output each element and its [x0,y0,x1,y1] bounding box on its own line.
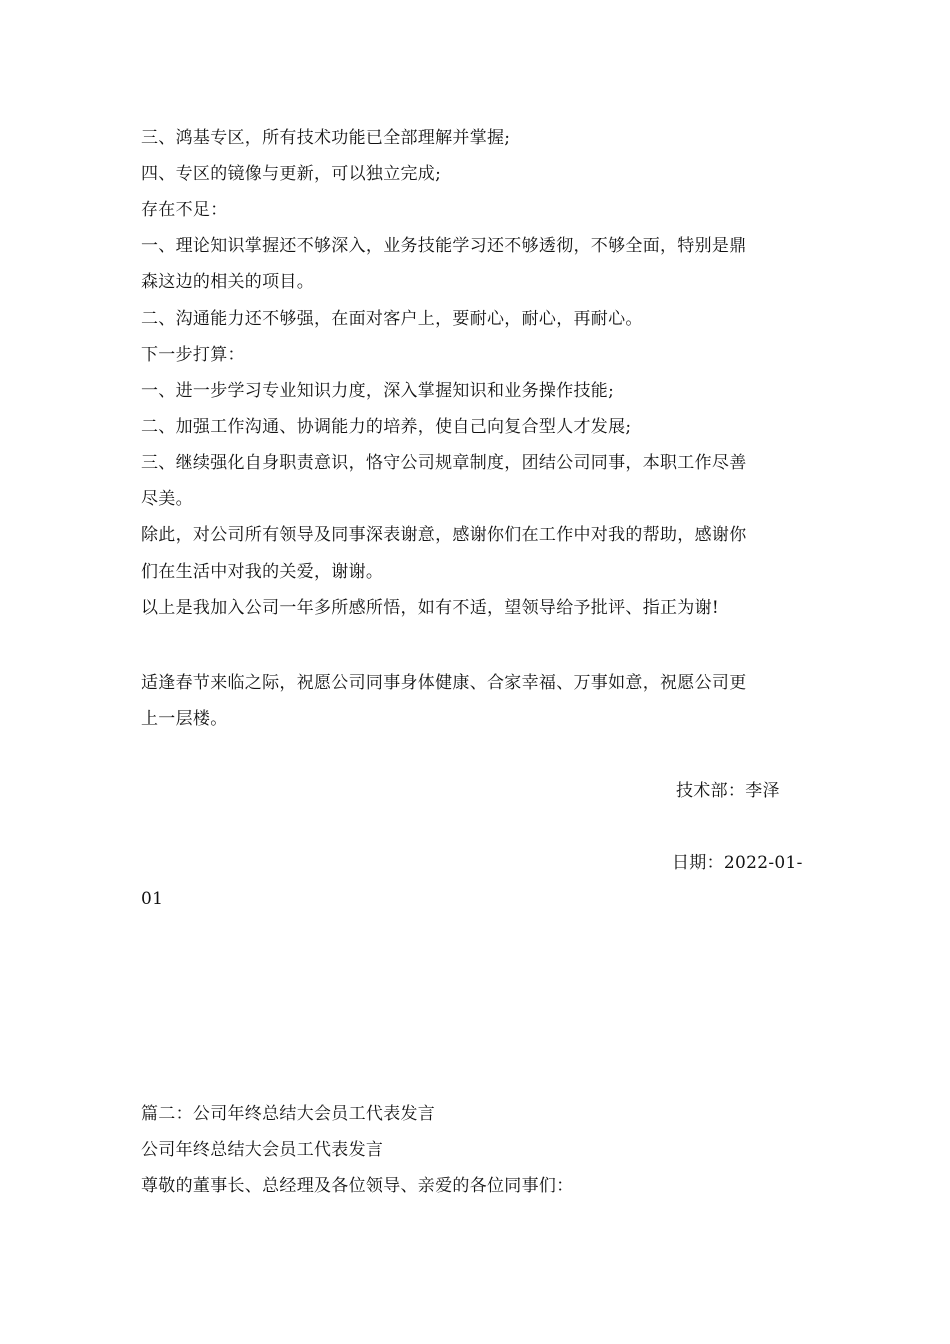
paragraph-line: 一、进一步学习专业知识力度，深入掌握知识和业务操作技能; [141,381,615,401]
salutation: 尊敬的董事长、总经理及各位领导、亲爱的各位同事们： [141,1176,574,1196]
date-line: 日期：2022-01- [672,853,803,873]
paragraph-line: 一、理论知识掌握还不够深入，业务技能学习还不够透彻，不够全面，特别是鼎 [141,236,747,256]
paragraph-line: 下一步打算： [141,345,245,365]
paragraph-line: 四、专区的镜像与更新，可以独立完成; [141,164,442,184]
paragraph-line: 森这边的相关的项目。 [141,272,314,292]
paragraph-line: 除此，对公司所有领导及同事深表谢意，感谢你们在工作中对我的帮助，感谢你 [141,525,747,545]
paragraph-line: 们在生活中对我的关爱，谢谢。 [141,562,384,582]
section-heading: 篇二：公司年终总结大会员工代表发言 [141,1104,436,1124]
speech-title: 公司年终总结大会员工代表发言 [141,1140,384,1160]
paragraph-line: 三、继续强化自身职责意识，恪守公司规章制度，团结公司同事，本职工作尽善 [141,453,747,473]
closing-line: 上一层楼。 [141,709,228,729]
paragraph-line: 二、加强工作沟通、协调能力的培养，使自己向复合型人才发展; [141,417,632,437]
date-line-continuation: 01 [141,889,164,909]
closing-line: 适逢春节来临之际，祝愿公司同事身体健康、合家幸福、万事如意，祝愿公司更 [141,673,747,693]
signature: 技术部：李泽 [676,781,780,801]
paragraph-line: 存在不足： [141,200,228,220]
paragraph-line: 尽美。 [141,489,193,509]
paragraph-line: 三、鸿基专区，所有技术功能已全部理解并掌握; [141,128,511,148]
paragraph-line: 以上是我加入公司一年多所感所悟，如有不适，望领导给予批评、指正为谢! [141,598,720,618]
paragraph-line: 二、沟通能力还不够强，在面对客户上，要耐心，耐心，再耐心。 [141,309,643,329]
